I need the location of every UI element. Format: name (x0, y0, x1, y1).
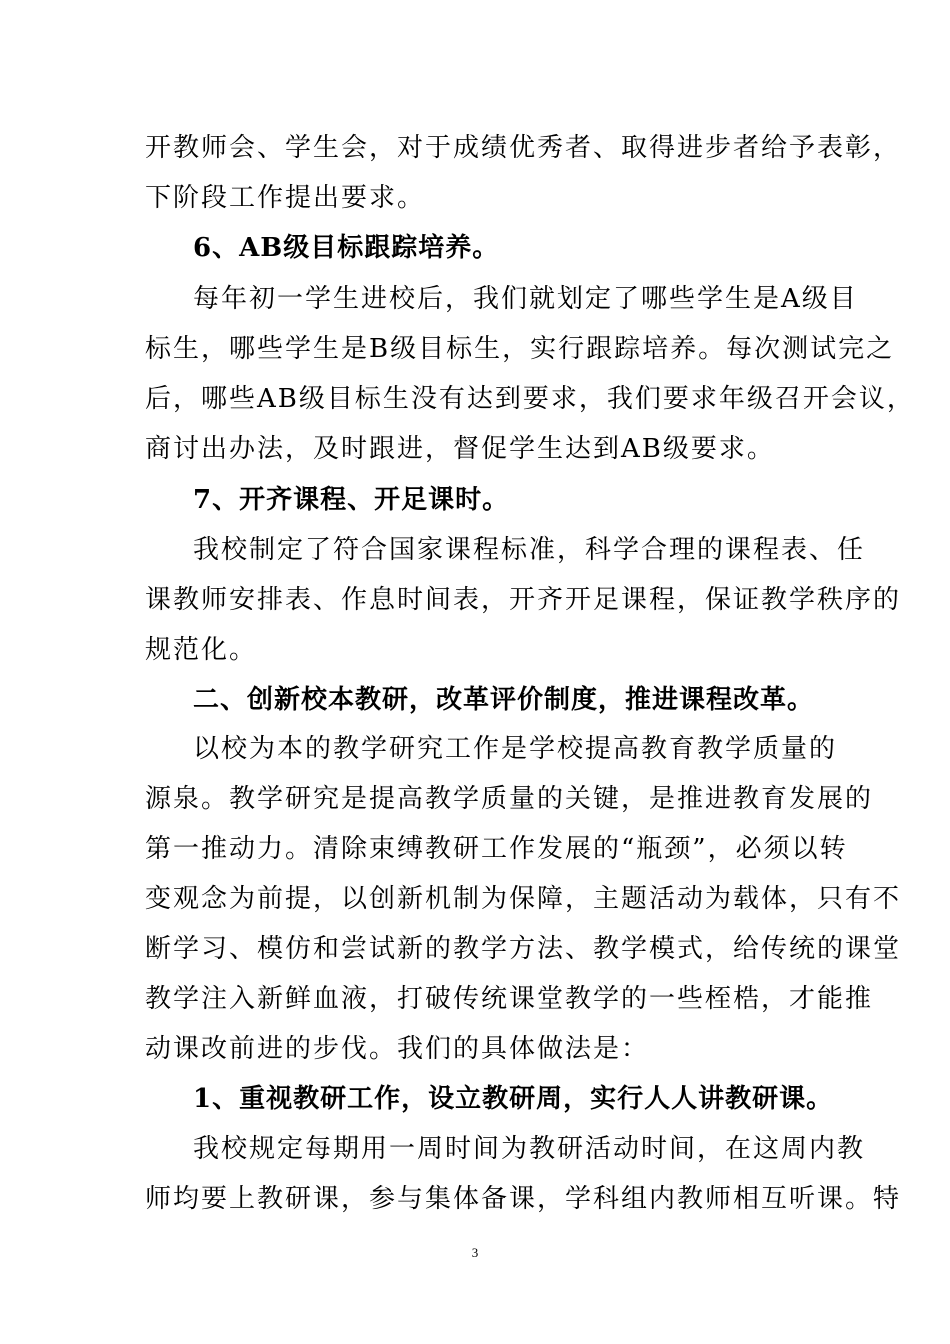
body-line: 源泉。教学研究是提高教学质量的关键，是推进教育发展的 (145, 784, 874, 814)
page-number: 3 (471, 1245, 479, 1260)
body-line: 动课改前进的步伐。我们的具体做法是： (145, 1034, 650, 1064)
body-line: 变观念为前提，以创新机制为保障，主题活动为载体，只有不 (145, 884, 902, 914)
body-line: 每年初一学生进校后，我们就划定了哪些学生是A级目 (193, 284, 858, 314)
chapter-heading: 二、创新校本教研，改革评价制度，推进课程改革。 (193, 685, 815, 715)
body-line: 断学习、模仿和尝试新的教学方法、教学模式，给传统的课堂 (145, 934, 902, 964)
body-line: 规范化。 (145, 635, 258, 665)
body-line: 以校为本的教学研究工作是学校提高教育教学质量的 (193, 734, 838, 764)
section-heading: 6、AB级目标跟踪培养。 (193, 233, 500, 263)
body-line: 教学注入新鲜血液，打破传统课堂教学的一些桎梏，才能推 (145, 984, 874, 1014)
body-line: 标生，哪些学生是B级目标生，实行跟踪培养。每次测试完之 (145, 334, 895, 364)
body-line: 下阶段工作提出要求。 (145, 183, 426, 213)
section-heading: 7、开齐课程、开足课时。 (193, 485, 510, 515)
body-line: 第一推动力。清除束缚教研工作发展的“瓶颈”，必须以转 (145, 834, 848, 864)
body-line: 开教师会、学生会，对于成绩优秀者、取得进步者给予表彰， (145, 133, 902, 163)
section-heading: 1、重视教研工作，设立教研周，实行人人讲教研课。 (193, 1084, 834, 1114)
body-line: 我校制定了符合国家课程标准，科学合理的课程表、任 (193, 535, 866, 565)
body-line: 师均要上教研课，参与集体备课，学科组内教师相互听课。特 (145, 1184, 902, 1214)
body-line: 课教师安排表、作息时间表，开齐开足课程，保证教学秩序的 (145, 585, 902, 615)
body-line: 商讨出办法，及时跟进，督促学生达到AB级要求。 (145, 434, 775, 464)
body-line: 后，哪些AB级目标生没有达到要求，我们要求年级召开会议， (145, 384, 915, 414)
body-line: 我校规定每期用一周时间为教研活动时间，在这周内教 (193, 1134, 866, 1164)
